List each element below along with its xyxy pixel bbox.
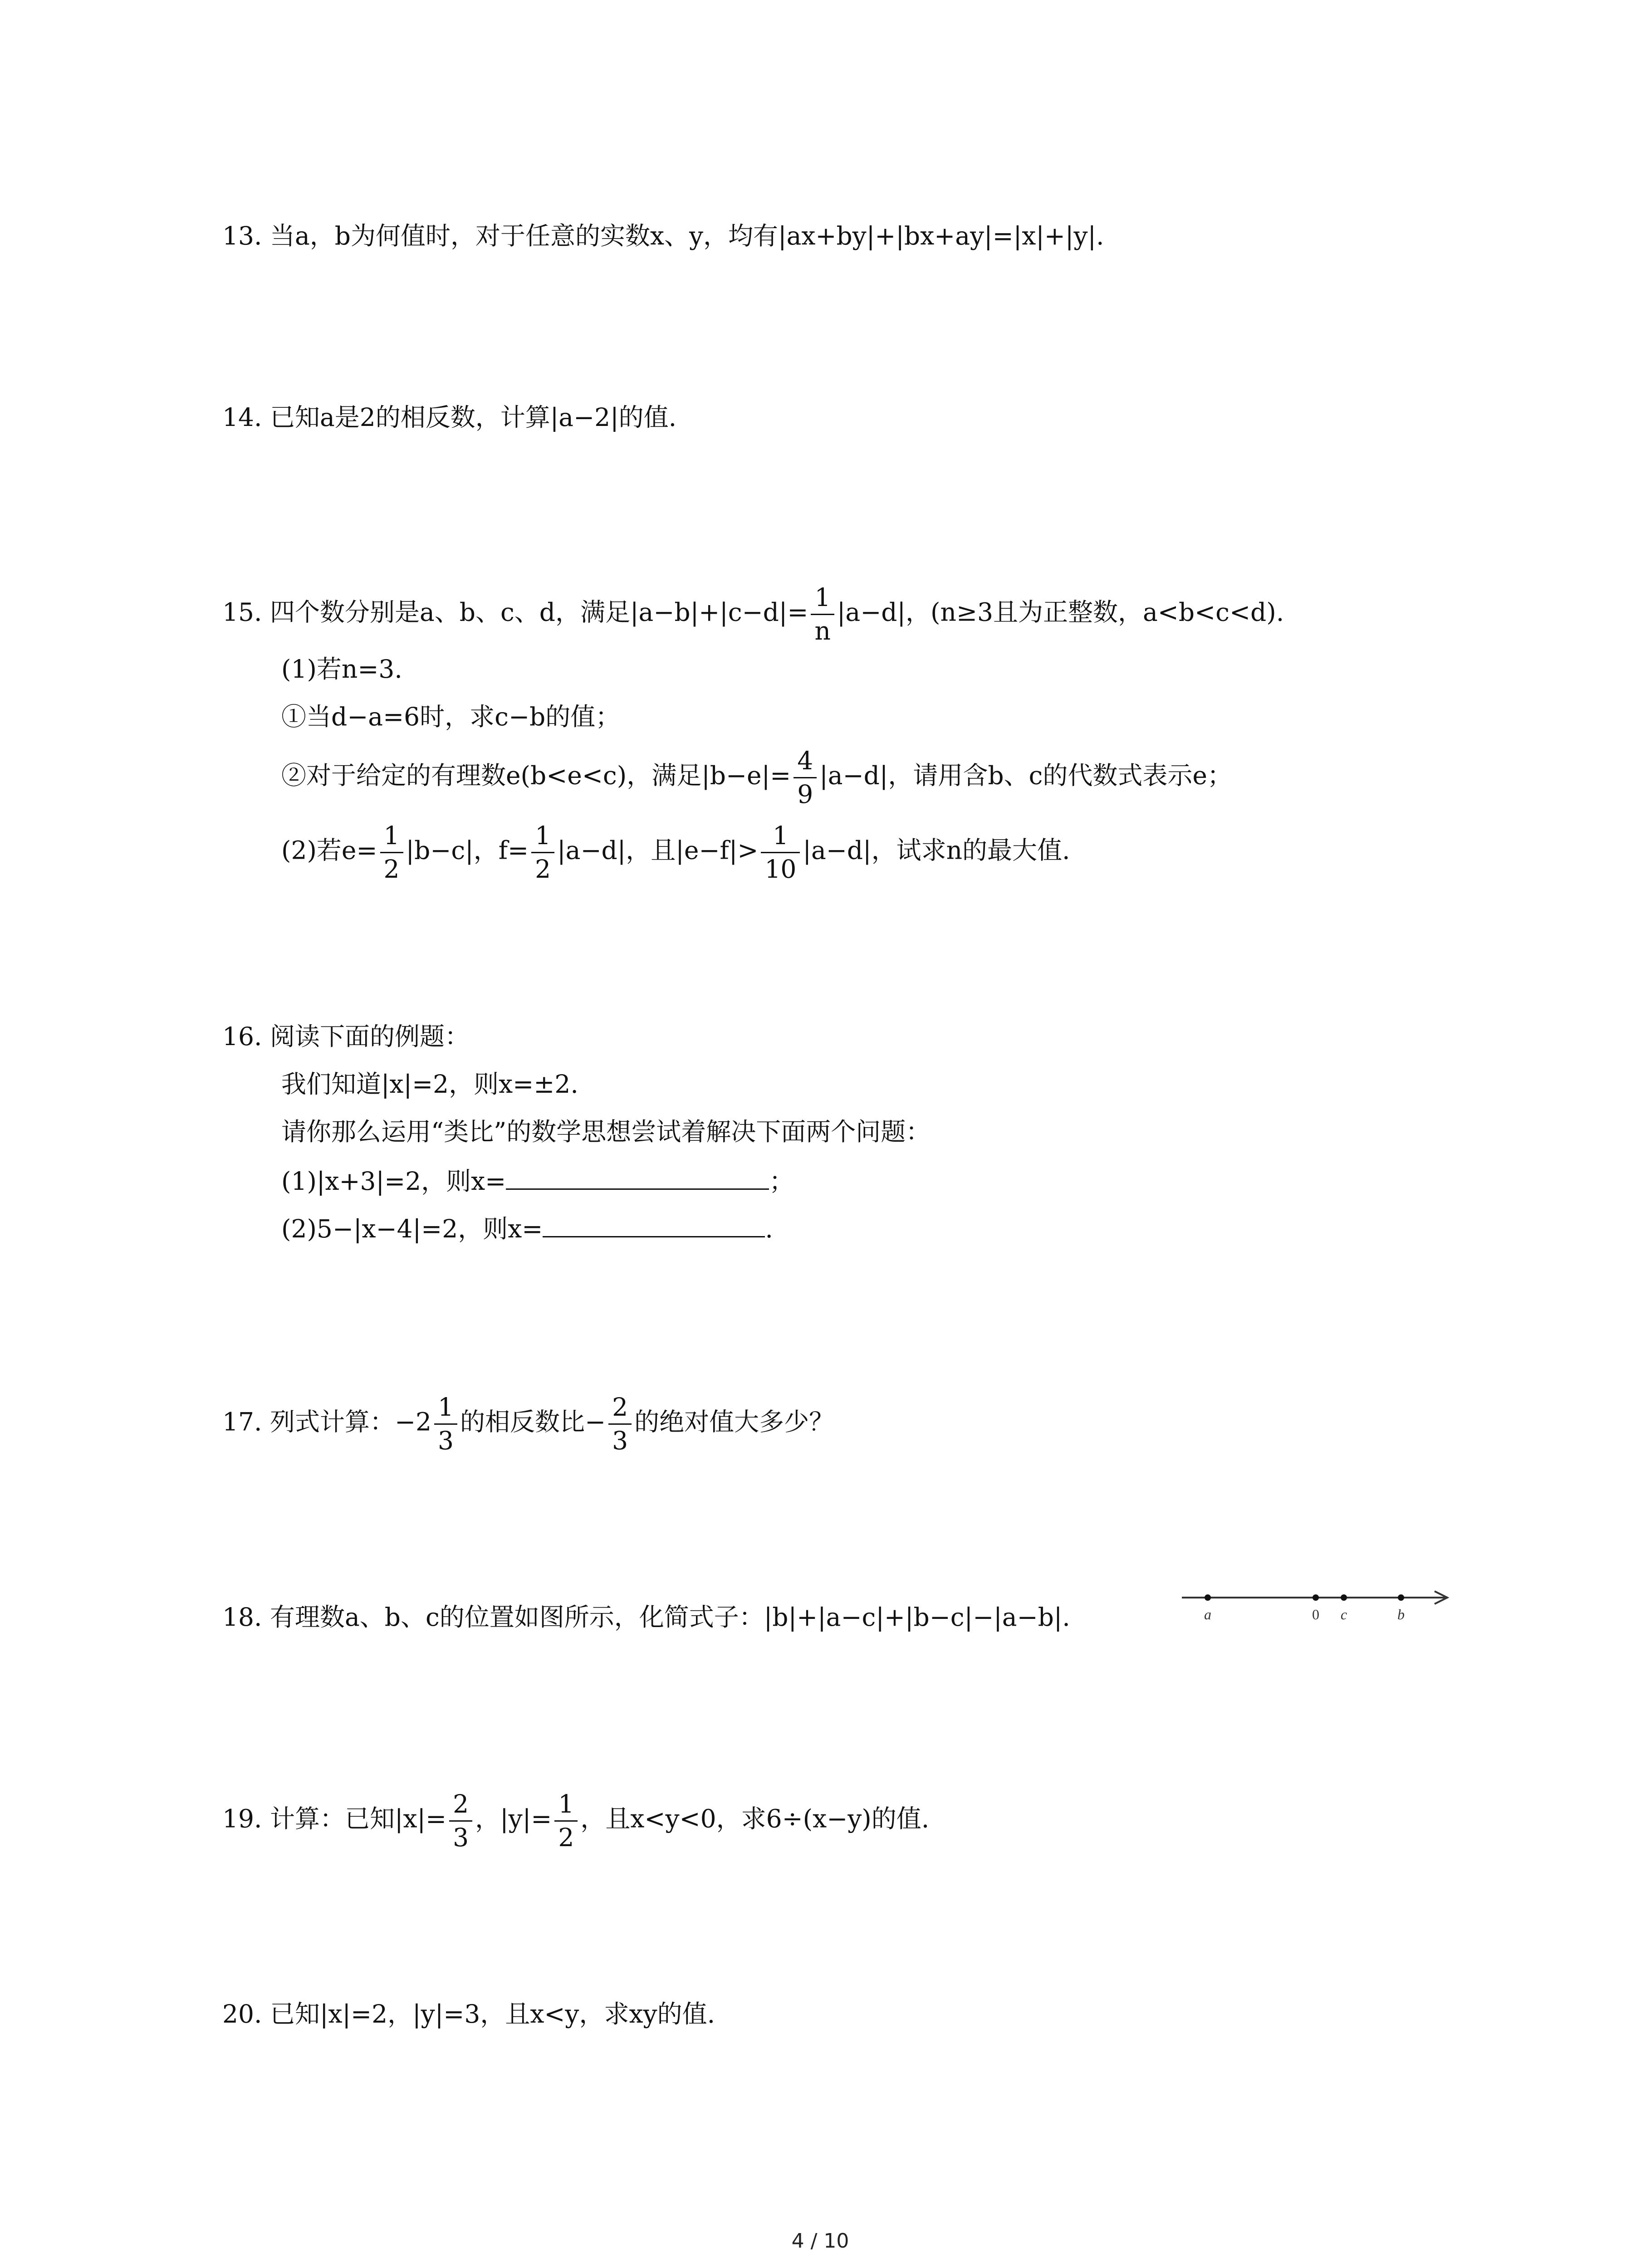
fraction-denominator: 2	[558, 1823, 574, 1852]
point-zero	[1313, 1594, 1319, 1601]
q15-l1-pre: 15. 四个数分别是a、b、c、d，满足|a−b|+|c−d|=	[222, 597, 808, 627]
fraction	[554, 1789, 578, 1852]
fraction-numerator: 2	[608, 1395, 632, 1425]
q17-post: 的绝对值大多少？	[634, 1407, 834, 1437]
fraction-numerator: 1	[761, 823, 800, 853]
question-16-line-3	[281, 1116, 931, 1148]
q15-l5-a: (2)若e=	[281, 836, 377, 865]
question-16-line-4	[281, 1163, 794, 1197]
question-13-text: 13. 当a，b为何值时，对于任意的实数x、y，均有|ax+by|+|bx+ay|=|x|+|y|.	[222, 221, 1104, 250]
question-14-text: 14. 已知a是2的相反数，计算|a−2|的值.	[222, 403, 677, 432]
question-13	[222, 220, 1104, 252]
fraction-numerator: 1	[380, 823, 403, 853]
fraction-denominator: 2	[535, 855, 551, 884]
fraction-numerator: 4	[794, 748, 817, 778]
question-20	[222, 1998, 715, 2030]
question-20-text: 20. 已知|x|=2，|y|=3，且x<y，求xy的值.	[222, 1999, 715, 2028]
q15-l5-c: |a−d|，且|e−f|>	[557, 836, 759, 865]
question-17	[222, 1395, 834, 1453]
fraction	[449, 1789, 472, 1852]
q16-l3: 请你那么运用“类比”的数学思想尝试着解决下面两个问题：	[281, 1117, 931, 1146]
q16-l4-pre: (1)|x+3|=2，则x=	[281, 1167, 506, 1196]
fraction	[531, 823, 554, 882]
fraction-denominator: 3	[453, 1823, 469, 1852]
question-16-line-5	[281, 1211, 773, 1245]
q15-l4-post: |a−d|，请用含b、c的代数式表示e；	[819, 761, 1232, 790]
fraction	[380, 823, 403, 882]
question-16-line-1	[222, 1021, 470, 1052]
fraction-denominator: 3	[612, 1426, 628, 1455]
label-c: c	[1340, 1606, 1347, 1623]
q16-l5-pre: (2)5−|x−4|=2，则x=	[281, 1214, 543, 1243]
fraction	[811, 585, 834, 644]
fraction-numerator: 1	[554, 1792, 578, 1822]
label-a: a	[1204, 1606, 1211, 1623]
q19-mid: ，|y|=	[475, 1804, 552, 1833]
fraction-denominator: 10	[764, 855, 797, 884]
q16-l2: 我们知道|x|=2，则x=±2.	[281, 1070, 578, 1099]
fraction	[608, 1395, 632, 1453]
question-18	[222, 1601, 1070, 1633]
question-15-line-2	[281, 653, 402, 685]
q15-l4-pre: ②对于给定的有理数e(b<e<c)，满足|b−e|=	[281, 761, 791, 790]
question-15-line-1	[222, 585, 1284, 644]
q17-pre: 17. 列式计算：−2	[222, 1407, 432, 1437]
fraction-numerator: 1	[434, 1395, 457, 1425]
fraction-denominator: n	[814, 616, 831, 645]
fraction-numerator: 1	[531, 823, 554, 853]
q19-post: ，且x<y<0，求6÷(x−y)的值.	[580, 1804, 930, 1833]
q16-l4-post: ；	[769, 1167, 794, 1196]
q16-l1: 16. 阅读下面的例题：	[222, 1022, 470, 1051]
fraction	[761, 823, 800, 882]
answer-blank-1[interactable]	[506, 1163, 769, 1190]
q15-l2: (1)若n=3.	[281, 655, 402, 684]
answer-blank-2[interactable]	[543, 1211, 765, 1237]
question-19	[222, 1789, 930, 1852]
label-zero: 0	[1312, 1606, 1319, 1623]
question-15-line-5	[281, 823, 1070, 882]
q15-l5-d: |a−d|，试求n的最大值.	[803, 836, 1070, 865]
point-a	[1205, 1594, 1211, 1601]
question-14	[222, 401, 676, 433]
q15-l1-post: |a−d|，(n≥3且为正整数，a<b<c<d).	[837, 597, 1284, 627]
fraction-denominator: 2	[383, 855, 400, 884]
question-15-line-4	[281, 748, 1232, 807]
number-line-figure	[1180, 1583, 1461, 1633]
point-b	[1398, 1594, 1404, 1601]
fraction-numerator: 1	[811, 585, 834, 615]
label-b: b	[1397, 1606, 1405, 1623]
fraction	[434, 1395, 457, 1453]
page-number: 4 / 10	[791, 2229, 849, 2253]
fraction-denominator: 3	[438, 1426, 454, 1455]
question-18-text: 18. 有理数a、b、c的位置如图所示，化简式子：|b|+|a−c|+|b−c|−|a−b|.	[222, 1603, 1070, 1632]
q15-l3: ①当d−a=6时，求c−b的值；	[281, 702, 621, 731]
q16-l5-post: .	[765, 1214, 773, 1243]
fraction-numerator: 2	[449, 1792, 472, 1822]
question-16-line-2	[281, 1068, 578, 1100]
q15-l5-b: |b−c|，f=	[406, 836, 529, 865]
fraction-denominator: 9	[797, 780, 813, 809]
q19-pre: 19. 计算：已知|x|=	[222, 1804, 447, 1833]
question-15-line-3	[281, 701, 620, 733]
point-c	[1341, 1594, 1347, 1601]
q17-mid: 的相反数比−	[460, 1407, 606, 1437]
fraction	[794, 748, 817, 807]
